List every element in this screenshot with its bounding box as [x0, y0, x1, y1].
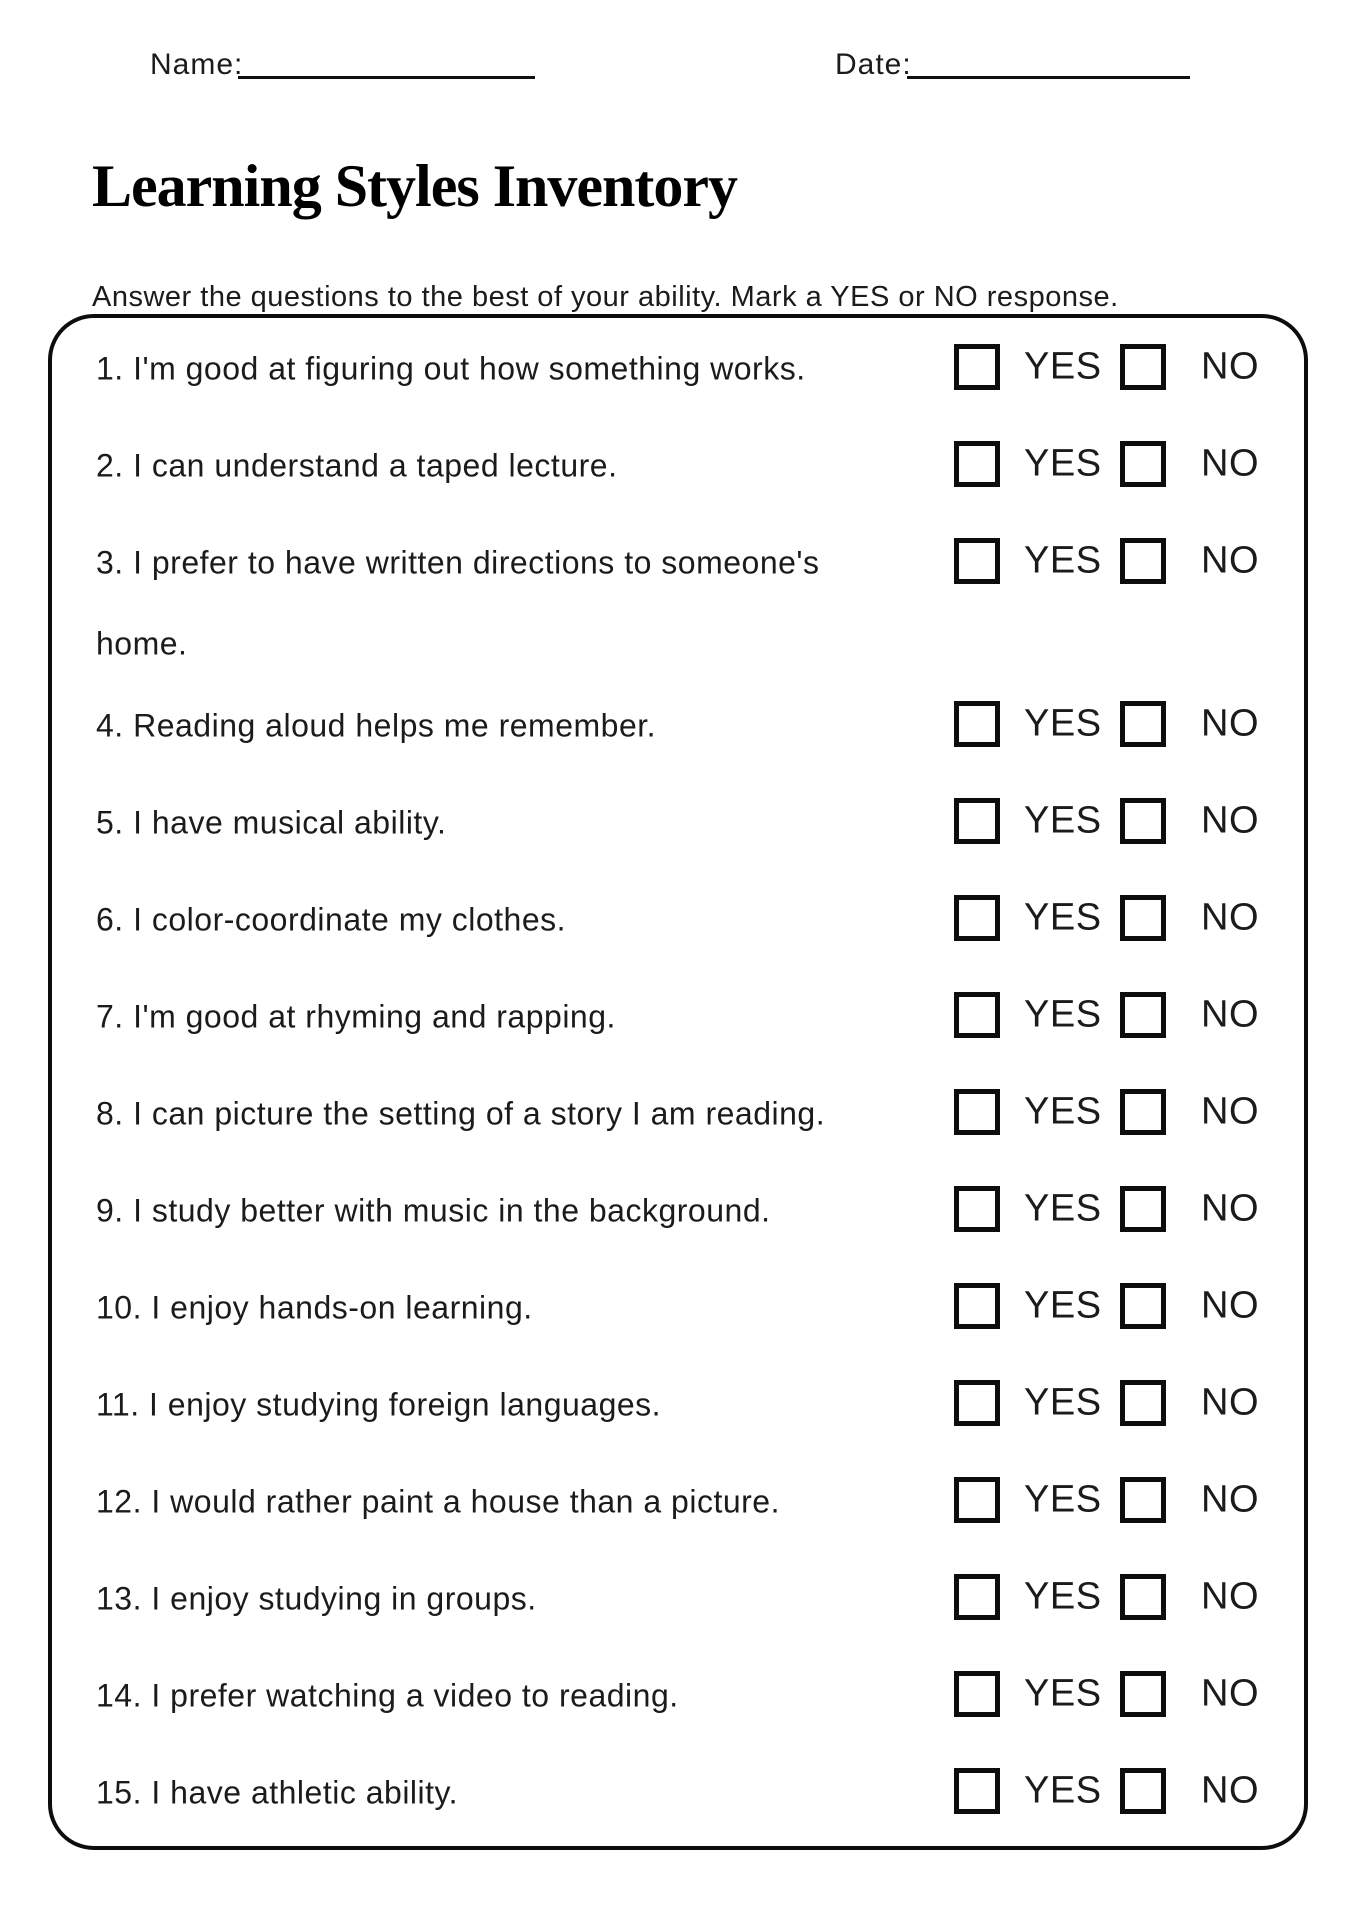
no-label: NO	[1201, 799, 1259, 841]
question-row	[52, 675, 1304, 772]
name-label: Name:	[150, 48, 244, 81]
yes-label: YES	[1024, 799, 1102, 841]
question-row	[52, 1257, 1304, 1354]
no-label: NO	[1201, 539, 1259, 581]
question-text: 3. I prefer to have written directions to someone's	[96, 544, 820, 581]
yes-checkbox-q10[interactable]	[954, 1283, 1000, 1329]
no-label: NO	[1201, 896, 1259, 938]
no-checkbox-q14[interactable]	[1120, 1671, 1166, 1717]
yes-label: YES	[1024, 1187, 1102, 1229]
yes-label: YES	[1024, 1575, 1102, 1617]
no-checkbox-q13[interactable]	[1120, 1574, 1166, 1620]
no-label: NO	[1201, 702, 1259, 744]
question-row	[52, 1548, 1304, 1645]
no-label: NO	[1201, 442, 1259, 484]
question-text: 12. I would rather paint a house than a picture.	[96, 1483, 780, 1520]
yes-label: YES	[1024, 993, 1102, 1035]
yes-label: YES	[1024, 539, 1102, 581]
no-checkbox-q4[interactable]	[1120, 701, 1166, 747]
no-label: NO	[1201, 1090, 1259, 1132]
yes-checkbox-q12[interactable]	[954, 1477, 1000, 1523]
yes-checkbox-q1[interactable]	[954, 344, 1000, 390]
no-checkbox-q10[interactable]	[1120, 1283, 1166, 1329]
no-checkbox-q8[interactable]	[1120, 1089, 1166, 1135]
no-checkbox-q7[interactable]	[1120, 992, 1166, 1038]
no-label: NO	[1201, 1575, 1259, 1617]
yes-label: YES	[1024, 1381, 1102, 1423]
question-text: 2. I can understand a taped lecture.	[96, 447, 618, 484]
no-label: NO	[1201, 993, 1259, 1035]
no-label: NO	[1201, 1672, 1259, 1714]
name-fill-in-line[interactable]	[238, 76, 535, 79]
yes-checkbox-q2[interactable]	[954, 441, 1000, 487]
no-checkbox-q11[interactable]	[1120, 1380, 1166, 1426]
question-text: 10. I enjoy hands-on learning.	[96, 1289, 533, 1326]
question-text: 9. I study better with music in the background.	[96, 1192, 771, 1229]
yes-checkbox-q15[interactable]	[954, 1768, 1000, 1814]
question-text: 1. I'm good at figuring out how something works.	[96, 350, 806, 387]
question-text: 4. Reading aloud helps me remember.	[96, 707, 657, 744]
yes-label: YES	[1024, 1478, 1102, 1520]
question-row	[52, 415, 1304, 512]
no-checkbox-q12[interactable]	[1120, 1477, 1166, 1523]
yes-label: YES	[1024, 1769, 1102, 1811]
questions-box	[48, 314, 1308, 1850]
yes-checkbox-q4[interactable]	[954, 701, 1000, 747]
no-checkbox-q1[interactable]	[1120, 344, 1166, 390]
question-row	[52, 1451, 1304, 1548]
yes-checkbox-q5[interactable]	[954, 798, 1000, 844]
yes-label: YES	[1024, 702, 1102, 744]
question-row	[52, 869, 1304, 966]
yes-checkbox-q7[interactable]	[954, 992, 1000, 1038]
question-row	[52, 772, 1304, 869]
question-text: 8. I can picture the setting of a story I am reading.	[96, 1095, 826, 1132]
question-row	[52, 1063, 1304, 1160]
yes-checkbox-q14[interactable]	[954, 1671, 1000, 1717]
instructions-text: Answer the questions to the best of your ability. Mark a YES or NO response.	[92, 281, 1119, 313]
no-checkbox-q9[interactable]	[1120, 1186, 1166, 1232]
yes-checkbox-q6[interactable]	[954, 895, 1000, 941]
question-text: 14. I prefer watching a video to reading.	[96, 1677, 679, 1714]
question-text: 15. I have athletic ability.	[96, 1774, 459, 1811]
question-text: 6. I color-coordinate my clothes.	[96, 901, 567, 938]
question-row	[52, 1645, 1304, 1742]
no-label: NO	[1201, 1187, 1259, 1229]
yes-label: YES	[1024, 1090, 1102, 1132]
yes-label: YES	[1024, 1672, 1102, 1714]
no-checkbox-q6[interactable]	[1120, 895, 1166, 941]
yes-label: YES	[1024, 442, 1102, 484]
yes-checkbox-q3[interactable]	[954, 538, 1000, 584]
question-text-continuation: home.	[96, 625, 188, 662]
yes-checkbox-q8[interactable]	[954, 1089, 1000, 1135]
no-label: NO	[1201, 345, 1259, 387]
question-text: 13. I enjoy studying in groups.	[96, 1580, 537, 1617]
yes-label: YES	[1024, 345, 1102, 387]
no-label: NO	[1201, 1381, 1259, 1423]
no-label: NO	[1201, 1769, 1259, 1811]
question-row	[52, 318, 1304, 415]
yes-label: YES	[1024, 896, 1102, 938]
yes-checkbox-q11[interactable]	[954, 1380, 1000, 1426]
yes-checkbox-q9[interactable]	[954, 1186, 1000, 1232]
question-row	[52, 512, 1304, 609]
question-row	[52, 1354, 1304, 1451]
no-label: NO	[1201, 1284, 1259, 1326]
yes-label: YES	[1024, 1284, 1102, 1326]
page-title: Learning Styles Inventory	[92, 153, 738, 220]
date-label: Date:	[835, 48, 912, 81]
no-checkbox-q15[interactable]	[1120, 1768, 1166, 1814]
no-checkbox-q3[interactable]	[1120, 538, 1166, 584]
no-label: NO	[1201, 1478, 1259, 1520]
question-text: 5. I have musical ability.	[96, 804, 447, 841]
question-row	[52, 1742, 1304, 1839]
no-checkbox-q2[interactable]	[1120, 441, 1166, 487]
question-row	[52, 1160, 1304, 1257]
yes-checkbox-q13[interactable]	[954, 1574, 1000, 1620]
no-checkbox-q5[interactable]	[1120, 798, 1166, 844]
question-row-continuation	[52, 609, 1304, 675]
question-text: 11. I enjoy studying foreign languages.	[96, 1386, 662, 1423]
question-row	[52, 966, 1304, 1063]
date-fill-in-line[interactable]	[907, 76, 1190, 79]
question-text: 7. I'm good at rhyming and rapping.	[96, 998, 616, 1035]
